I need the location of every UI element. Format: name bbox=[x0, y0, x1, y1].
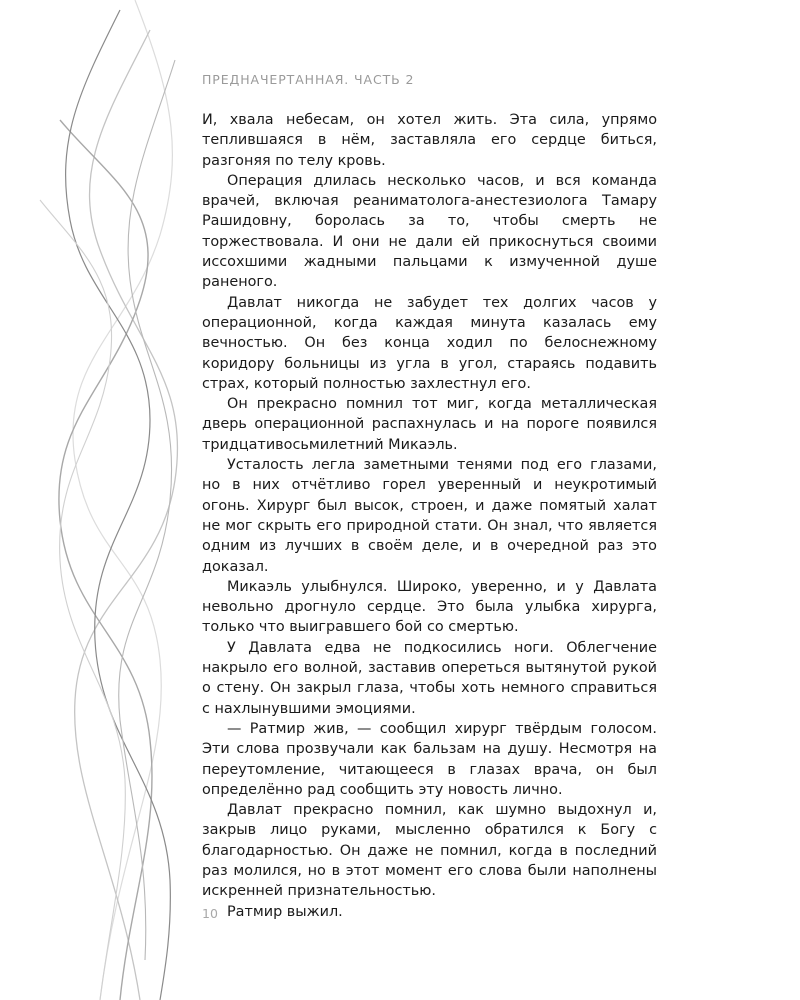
wave-ribbon bbox=[40, 200, 125, 1000]
paragraph: Операция длилась несколько часов, и вся команда врачей, включая реаниматолога-анестезиолога Тамару Рашидовну, боролась за то, чтобы смерть не торжествовала. И они не дали ей прикоснуться своими иссохшими жадными пальцами к измученной душе раненого. bbox=[202, 172, 657, 291]
paragraph: Ратмир выжил. bbox=[227, 903, 343, 920]
wave-ribbon bbox=[66, 10, 171, 1000]
paragraph: Усталость легла заметными тенями под его глазами, но в них отчётливо горел уверенный и неукротимый огонь. Хирург был высок, строен, и даже помятый халат не мог скрыть его природной стати. Он знал, что является одним из лучших в своём деле, и в очередной раз это доказал. bbox=[202, 457, 657, 575]
paragraph: У Давлата едва не подкосились ноги. Облегчение накрыло его волной, заставив опереться вытянутой рукой о стену. Он закрыл глаза, чтобы хоть немного справиться с нахлынувшими эмоциями. bbox=[202, 639, 657, 717]
page-number: 10 bbox=[202, 906, 218, 921]
wave-ribbon bbox=[59, 120, 152, 1000]
running-head: ПРЕДНАЧЕРТАННАЯ. ЧАСТЬ 2 bbox=[202, 72, 415, 87]
paragraph: Давлат никогда не забудет тех долгих часов у операционной, когда каждая минута казалась ему вечностью. Он без конца ходил по белоснежному коридору больницы из угла в угол, стараясь подавить страх, который полностью захлестнул его. bbox=[202, 294, 657, 392]
paragraph: Давлат прекрасно помнил, как шумно выдохнул и, закрыв лицо руками, мысленно обратился к Богу с благодарностью. Он даже не помнил, когда в последний раз молился, но в этот момент его слова были наполнены искренней признательностью. bbox=[202, 802, 657, 900]
paragraph: Микаэль улыбнулся. Широко, уверенно, и у Давлата невольно дрогнуло сердце. Это была улыбка хирурга, только что выигравшего бой со смертью. bbox=[202, 578, 657, 636]
paragraph: — Ратмир жив, — сообщил хирург твёрдым голосом. Эти слова прозвучали как бальзам на душу. Несмотря на переутомление, читающееся в глазах врача, он был определённо рад сообщить эту новость лично. bbox=[202, 720, 657, 798]
paragraph: И, хвала небесам, он хотел жить. Эта сила, упрямо теплившаяся в нём, заставляла его сердце биться, разгоняя по телу кровь. bbox=[202, 112, 657, 169]
body-text bbox=[202, 110, 657, 922]
paragraph: Он прекрасно помнил тот миг, когда металлическая дверь операционной распахнулась и на пороге появился тридцативосьмилетний Микаэль. bbox=[202, 396, 657, 453]
